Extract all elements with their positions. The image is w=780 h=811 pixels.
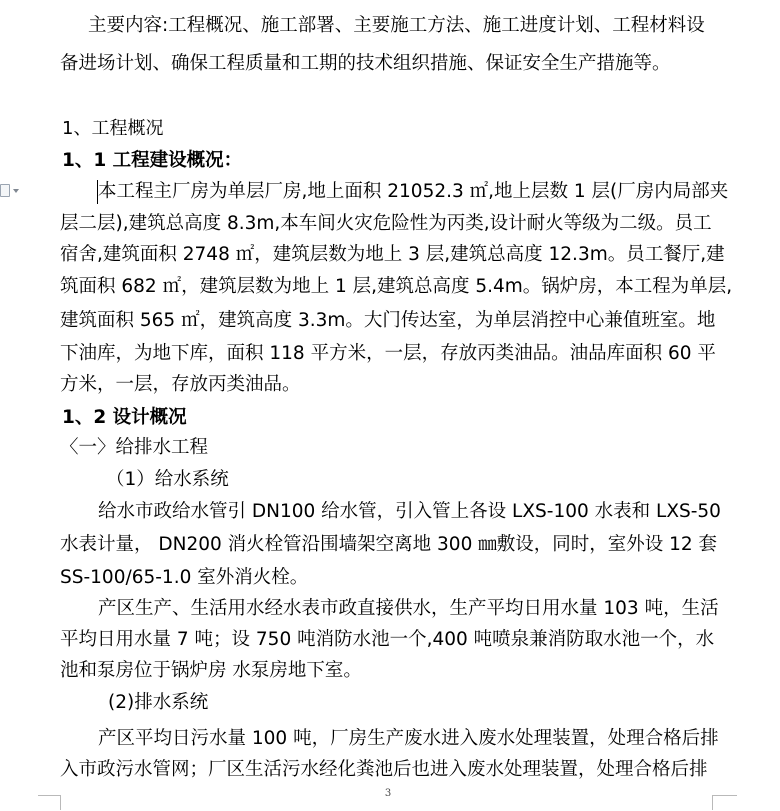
text-line: 建筑面积 565 ㎡，建筑高度 3.3m。大门传达室，为单层消控中心兼值班室。地 — [60, 310, 716, 331]
paragraph-options-icon[interactable] — [0, 184, 20, 198]
text-line: 下油库，为地下库，面积 118 平方米，一层，存放丙类油品。油品库面积 60 平 — [60, 343, 716, 364]
text-line: 筑面积 682 ㎡，建筑层数为地上 1 层,建筑总高度 5.4m。锅炉房，本工程为单层, — [60, 276, 733, 297]
text-line: 宿舍,建筑面积 2748 ㎡，建筑层数为地上 3 层,建筑总高度 12.3m。员工餐厅,建 — [60, 244, 725, 265]
margin-corner-mark — [712, 795, 737, 810]
text-line: 层二层),建筑总高度 8.3m,本车间火灾危险性为丙类,设计耐火等级为二级。员工 — [60, 213, 712, 234]
text-line: 备进场计划、确保工程质量和工期的技术组织措施、保证安全生产措施等。 — [60, 53, 671, 74]
text-line: 产区生产、生活用水经水表市政直接供水，生产平均日用水量 103 吨，生活 — [98, 598, 719, 619]
subsection-heading: 1、2 设计概况 — [62, 407, 187, 428]
text-line: (2)排水系统 — [108, 692, 209, 713]
document-icon — [0, 184, 10, 197]
text-line: SS-100/65-1.0 室外消火栓。 — [60, 567, 309, 588]
text-line: 主要内容:工程概况、施工部署、主要施工方法、施工进度计划、工程材料设 — [88, 15, 705, 36]
text-line: 本工程主厂房为单层厂房,地上面积 21052.3 ㎡,地上层数 1 层(厂房内局部夹 — [98, 181, 729, 202]
margin-corner-mark — [38, 795, 61, 810]
dropdown-arrow-icon — [13, 189, 19, 193]
text-line: 〈一〉给排水工程 — [60, 437, 209, 458]
text-line: 水表计量， DN200 消火栓管沿围墙架空离地 300 ㎜敷设，同时，室外设 12 套 — [60, 534, 718, 555]
page-number: 3 — [384, 788, 392, 799]
text-line: 平均日用水量 7 吨；设 750 吨消防水池一个,400 吨喷泉兼消防取水池一个，水 — [60, 629, 715, 650]
text-line: （1）给水系统 — [106, 469, 229, 490]
text-line: 产区平均日污水量 100 吨，厂房生产废水进入废水处理装置，处理合格后排 — [98, 728, 719, 749]
text-line: 入市政污水管网；厂区生活污水经化粪池后也进入废水处理装置，处理合格后排 — [60, 759, 708, 780]
text-line: 方米，一层，存放丙类油品。 — [60, 374, 301, 395]
text-line: 给水市政给水管引 DN100 给水管，引入管上各设 LXS-100 水表和 LXS-50 — [98, 501, 721, 522]
text-line: 池和泵房位于锅炉房 水泵房地下室。 — [60, 660, 362, 681]
subsection-heading: 1、1 工程建设概况： — [62, 150, 243, 171]
section-heading: 1、工程概况 — [62, 118, 164, 139]
